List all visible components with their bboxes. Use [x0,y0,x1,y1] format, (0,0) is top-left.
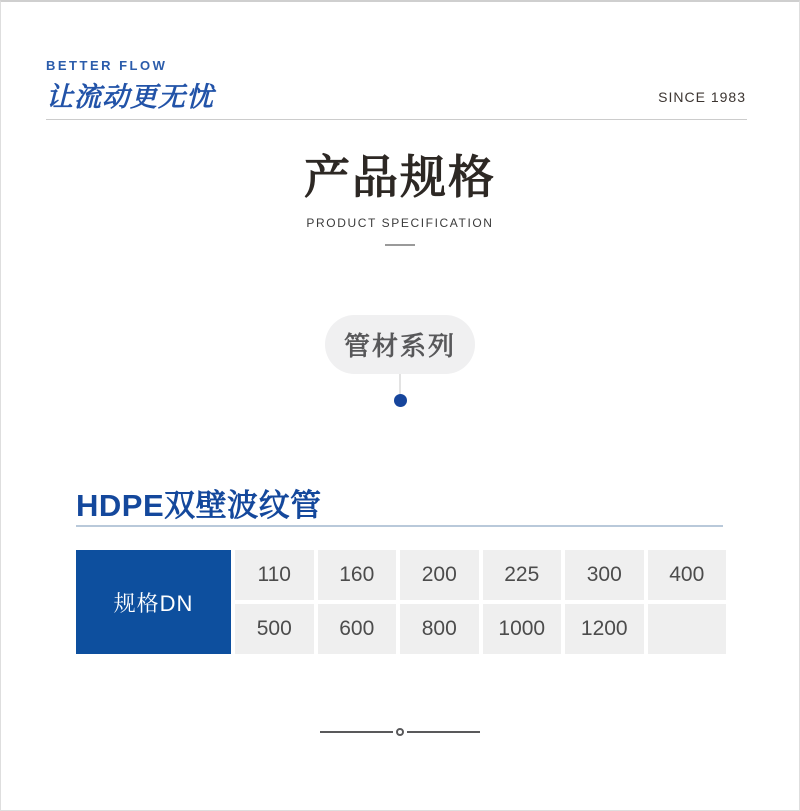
since-label: SINCE 1983 [658,89,746,105]
section-heading: HDPE双壁波纹管 [76,488,322,523]
header-divider [46,119,747,120]
series-badge-block [1,315,799,407]
badge-connector-line [399,374,401,394]
series-badge: 管材系列 [325,315,475,374]
spec-cell: 400 [648,550,727,600]
spec-cell: 110 [235,550,314,600]
page-subtitle: PRODUCT SPECIFICATION [306,216,494,230]
bottom-divider [320,725,480,739]
title-block [1,151,799,246]
spec-cell: 1000 [483,604,562,654]
spec-cell: 600 [318,604,397,654]
spec-table [76,550,726,654]
spec-row-header: 规格DN [76,550,231,654]
section-underline [76,525,723,527]
timeline-dot-icon [394,394,407,407]
spec-cell: 225 [483,550,562,600]
divider-line-left [320,731,393,733]
brand-logo [46,58,214,114]
divider-line-right [407,731,480,733]
brand-slogan-cn: 让流动更无忧 [46,82,214,112]
brand-slogan-en: BETTER FLOW [46,58,168,73]
spec-cell: 1200 [565,604,644,654]
title-underline [385,244,415,246]
spec-cell: 500 [235,604,314,654]
spec-cell: 300 [565,550,644,600]
spec-cell: 160 [318,550,397,600]
page-title: 产品规格 [304,151,496,203]
spec-cell: 200 [400,550,479,600]
spec-cell-empty [648,604,727,654]
spec-cell: 800 [400,604,479,654]
divider-circle-icon [396,728,404,736]
